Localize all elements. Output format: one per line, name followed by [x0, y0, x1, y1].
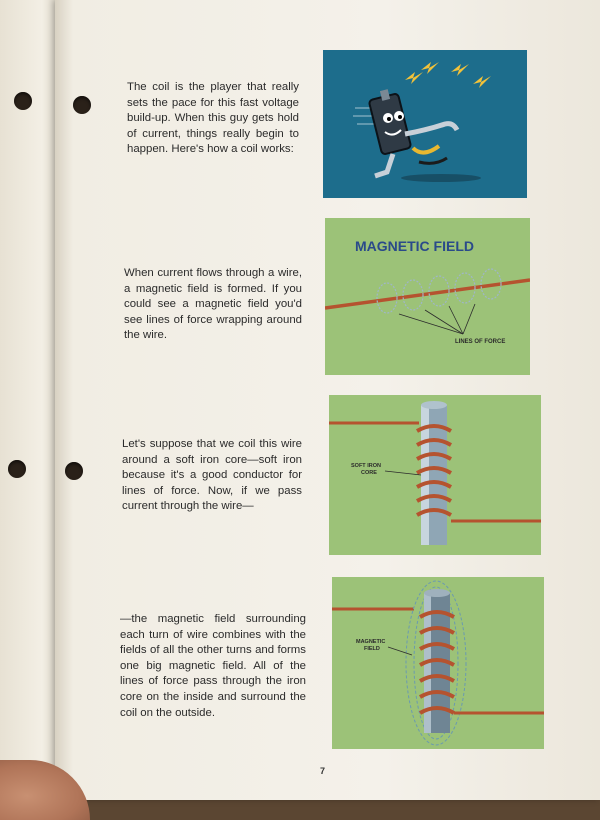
illustration-magnetic-field — [325, 218, 530, 375]
booklet-page — [55, 0, 600, 800]
left-page-edge — [0, 0, 60, 800]
label-core: CORE — [361, 470, 377, 476]
paragraph-iron-core: Let's suppose that we coil this wire around a soft iron core—soft iron because it's a good conductor for lines of force. Now, if we pass current through the wire— — [122, 438, 302, 513]
lightning-bolt-icon — [405, 62, 491, 88]
binder-hole — [73, 96, 91, 114]
binder-hole — [65, 462, 83, 480]
label-lines-of-force: LINES OF FORCE — [455, 339, 506, 345]
binder-hole — [8, 460, 26, 478]
illustration-coil-character — [323, 50, 527, 198]
binder-hole — [14, 92, 32, 110]
paragraph-big-magnetic-field: —the magnetic field surrounding each turn of wire combines with the fields of all the other turns and forms one big magnetic field. All of the lines of force pass through the iron core on the inside and surround the coil on the outside. — [120, 613, 306, 719]
label-field: FIELD — [364, 646, 380, 652]
label-magnetic: MAGNETIC — [356, 639, 386, 645]
illustration-coil-magnetic-field — [332, 577, 544, 749]
page-number: 7 — [320, 766, 326, 776]
label-soft-iron: SOFT IRON — [351, 463, 381, 469]
panel-title-magnetic-field: MAGNETIC FIELD — [355, 238, 474, 254]
coil-character-icon — [353, 89, 481, 182]
paragraph-coil-intro: The coil is the player that really sets the pace for this fast voltage build-up. When this guy gets hold of current, things really begin to happen. Here's how a coil works: — [127, 81, 299, 156]
illustration-soft-iron-core — [329, 395, 541, 555]
paragraph-magnetic-field: When current flows through a wire, a magnetic field is formed. If you could see a magnetic field you'd see lines of force wrapping around the wire. — [124, 267, 302, 342]
